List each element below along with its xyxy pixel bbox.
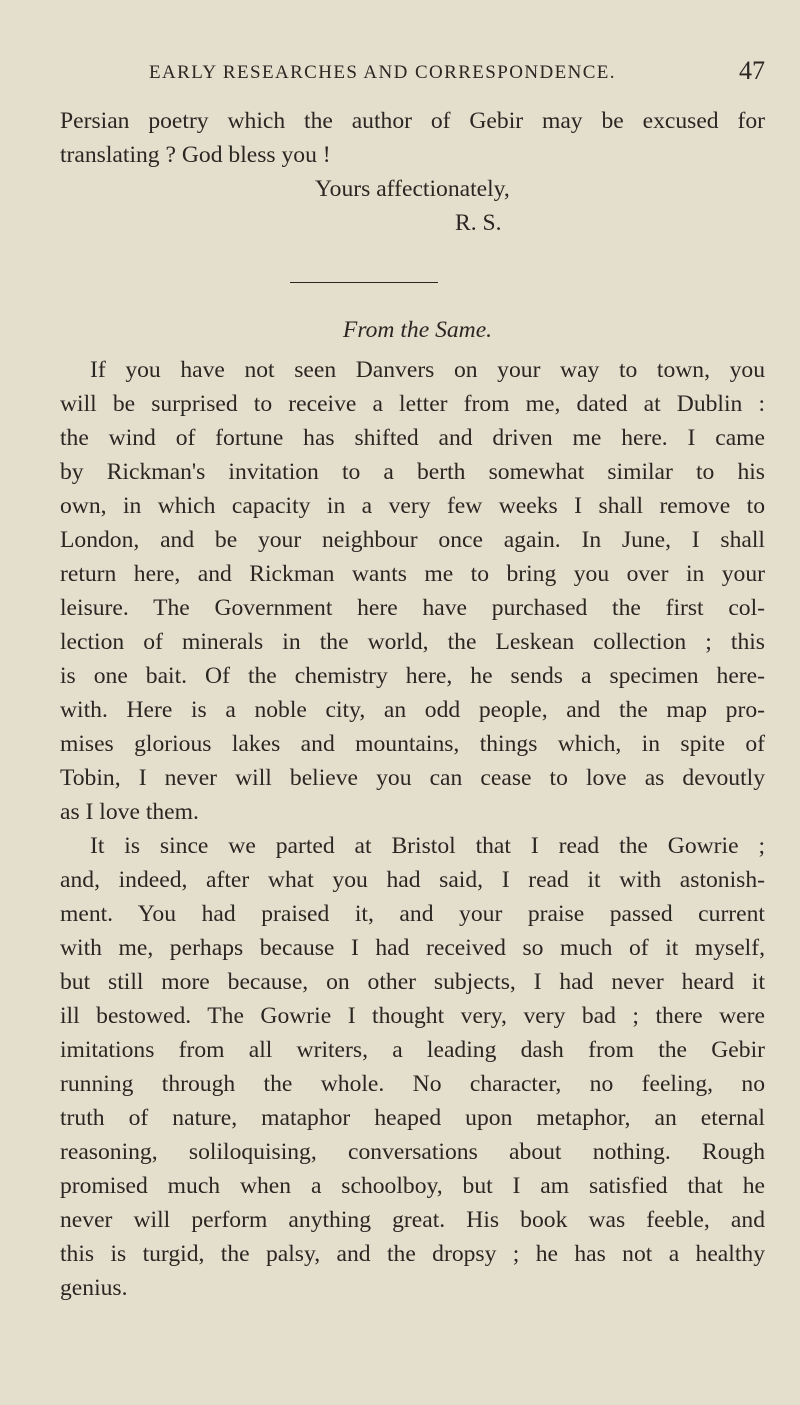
text-line: by Rickman's invitation to a berth somewhat similar to his bbox=[60, 459, 765, 485]
text-line: will be surprised to receive a letter from me, dated at Dublin : bbox=[60, 391, 765, 417]
paragraph bbox=[60, 829, 765, 1305]
letter-signature: R. S. bbox=[455, 210, 502, 236]
text-line: and, indeed, after what you had said, I read it with astonish- bbox=[60, 867, 765, 893]
paragraph bbox=[60, 353, 765, 829]
running-head: EARLY RESEARCHES AND CORRESPONDENCE. bbox=[149, 62, 616, 83]
text-line: promised much when a schoolboy, but I am satisfied that he bbox=[60, 1173, 765, 1199]
text-line: with. Here is a noble city, an odd people, and the map pro- bbox=[60, 697, 765, 723]
text-line: as I love them. bbox=[60, 799, 199, 825]
text-line: reasoning, soliloquising, conversations about nothing. Rough bbox=[60, 1139, 765, 1165]
text-line: with me, perhaps because I had received so much of it myself, bbox=[60, 935, 765, 961]
text-line: truth of nature, mataphor heaped upon metaphor, an eternal bbox=[60, 1105, 765, 1131]
page-number: 47 bbox=[739, 56, 765, 85]
text-line: is one bait. Of the chemistry here, he sends a specimen here- bbox=[60, 663, 765, 689]
page-body bbox=[60, 104, 765, 1305]
text-line: return here, and Rickman wants me to bring you over in your bbox=[60, 561, 765, 587]
letter-heading: From the Same. bbox=[342, 317, 493, 343]
text-line: It is since we parted at Bristol that I read the Gowrie ; bbox=[90, 833, 765, 859]
text-line: genius. bbox=[60, 1275, 128, 1301]
letter-continuation bbox=[60, 104, 765, 240]
text-line: own, in which capacity in a very few weeks I shall remove to bbox=[60, 493, 765, 519]
text-line: ill bestowed. The Gowrie I thought very, very bad ; there were bbox=[60, 1003, 765, 1029]
text-line: this is turgid, the palsy, and the dropsy ; he has not a healthy bbox=[60, 1241, 765, 1267]
text-line: never will perform anything great. His book was feeble, and bbox=[60, 1207, 765, 1233]
text-line: If you have not seen Danvers on your way to town, you bbox=[90, 357, 765, 383]
text-line: mises glorious lakes and mountains, things which, in spite of bbox=[60, 731, 765, 757]
text-line: imitations from all writers, a leading dash from the Gebir bbox=[60, 1037, 765, 1063]
text-line: Persian poetry which the author of Gebir may be excused for bbox=[60, 108, 765, 134]
text-line: Tobin, I never will believe you can cease to love as devoutly bbox=[60, 765, 765, 791]
text-line: London, and be your neighbour once again. In June, I shall bbox=[60, 527, 765, 553]
page-header bbox=[60, 56, 765, 96]
text-line: translating ? God bless you ! bbox=[60, 142, 331, 168]
text-line: leisure. The Government here have purchased the first col- bbox=[60, 595, 765, 621]
text-line: ment. You had praised it, and your praise passed current bbox=[60, 901, 765, 927]
text-line: the wind of fortune has shifted and driven me here. I came bbox=[60, 425, 765, 451]
section-divider bbox=[290, 282, 438, 283]
text-line: but still more because, on other subjects, I had never heard it bbox=[60, 969, 765, 995]
letter-closing: Yours affectionately, bbox=[315, 176, 510, 202]
text-line: running through the whole. No character, no feeling, no bbox=[60, 1071, 765, 1097]
text-line: lection of minerals in the world, the Leskean collection ; this bbox=[60, 629, 765, 655]
